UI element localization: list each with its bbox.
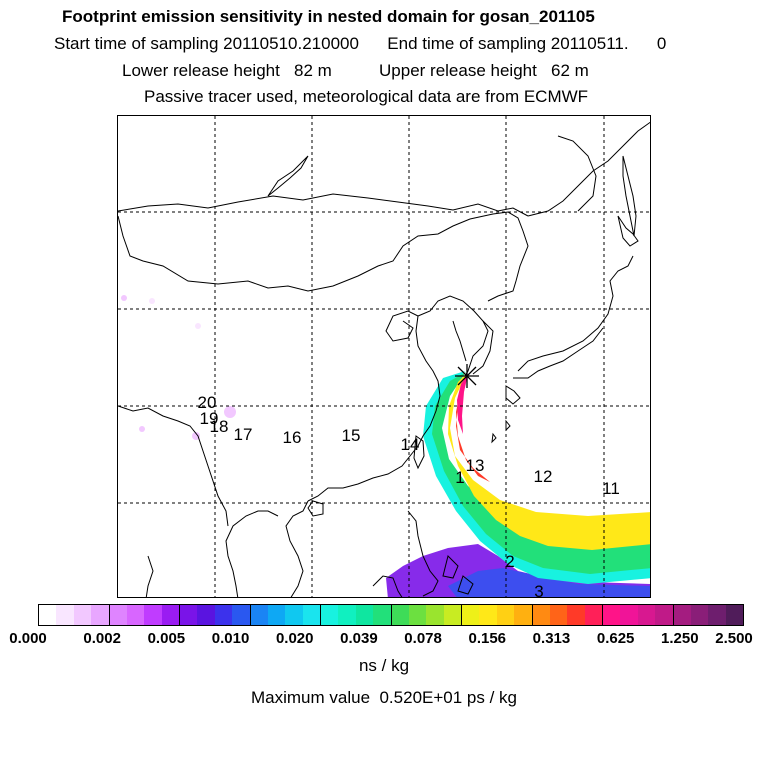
colorbar-swatch	[39, 605, 56, 625]
colorbar-swatch	[708, 605, 725, 625]
coastline	[268, 156, 308, 196]
trajectory-label-19: 19	[199, 409, 219, 428]
tracer-info-line: Passive tracer used, meteorological data are from ECMWF	[144, 87, 589, 106]
colorbar-swatch	[567, 605, 584, 625]
colorbar-tick-label: 0.005	[147, 630, 186, 647]
coastline	[528, 121, 651, 216]
sampling-time-line: Start time of sampling 20110510.210000 End time of sampling 20110511. 0	[54, 34, 667, 53]
trajectory-label-20: 20	[197, 393, 217, 412]
footprint-faint-spot	[149, 298, 155, 304]
coastline	[386, 311, 418, 341]
colorbar-swatch	[673, 605, 691, 625]
map-panel	[117, 115, 651, 598]
colorbar-swatch	[338, 605, 355, 625]
colorbar-tick-label: 0.313	[532, 630, 571, 647]
trajectory-label-18: 18	[209, 417, 229, 436]
coastline	[308, 316, 440, 501]
colorbar-swatch	[585, 605, 602, 625]
trajectory-label-14: 14	[400, 435, 420, 454]
colorbar-swatch	[197, 605, 214, 625]
colorbar-swatch	[56, 605, 73, 625]
colorbar-swatch	[409, 605, 426, 625]
colorbar	[38, 604, 744, 626]
coastline	[146, 556, 153, 598]
receptor-marker	[455, 364, 479, 388]
footprint-faint-spot	[195, 323, 201, 329]
trajectory-label-13: 13	[465, 456, 485, 475]
colorbar-swatch	[74, 605, 91, 625]
trajectory-label-17: 17	[233, 425, 253, 444]
colorbar-swatch	[726, 605, 743, 625]
colorbar-swatch	[285, 605, 302, 625]
colorbar-swatch	[232, 605, 249, 625]
trajectory-label-11: 11	[602, 479, 620, 498]
colorbar-tick-label: 0.000	[9, 630, 47, 647]
colorbar-swatch	[638, 605, 655, 625]
coastline	[473, 321, 493, 374]
footprint-faint-spot	[121, 295, 127, 301]
colorbar-tick-label: 0.020	[275, 630, 314, 647]
colorbar-swatch	[250, 605, 268, 625]
maximum-value-label: Maximum value 0.520E+01 ps / kg	[251, 688, 517, 707]
colorbar-swatch	[532, 605, 550, 625]
colorbar-swatch	[215, 605, 232, 625]
colorbar-swatch	[320, 605, 338, 625]
colorbar-tick-label: 0.039	[340, 630, 378, 647]
coastline	[518, 256, 633, 371]
coastline	[492, 434, 496, 442]
colorbar-swatch	[691, 605, 708, 625]
footprint-faint-spot	[139, 426, 145, 432]
colorbar-units: ns / kg	[358, 656, 410, 675]
colorbar-tick-label: 0.625	[596, 630, 635, 647]
colorbar-swatch	[91, 605, 108, 625]
colorbar-swatch	[268, 605, 285, 625]
footprint-plume	[121, 295, 651, 598]
colorbar-swatch	[356, 605, 373, 625]
trajectory-label-15: 15	[341, 426, 361, 445]
colorbar-tick-label: 0.078	[404, 630, 442, 647]
coastline	[118, 194, 528, 216]
colorbar-swatch	[162, 605, 179, 625]
colorbar-swatch	[461, 605, 479, 625]
colorbar-swatch	[144, 605, 161, 625]
trajectory-label-1: 1	[455, 468, 465, 487]
map-canvas	[118, 116, 651, 598]
trajectory-label-3: 3	[534, 582, 544, 598]
coastline	[453, 321, 466, 361]
trajectory-label-12: 12	[533, 467, 553, 486]
colorbar-swatch	[127, 605, 144, 625]
colorbar-tick-label: 0.010	[211, 630, 250, 647]
colorbar-swatch	[550, 605, 567, 625]
colorbar-swatch	[444, 605, 461, 625]
colorbar-tick-label: 1.250	[661, 630, 699, 647]
colorbar-swatch	[303, 605, 320, 625]
colorbar-swatch	[179, 605, 197, 625]
colorbar-tick-label: 0.002	[83, 630, 121, 647]
release-height-line: Lower release height 82 m Upper release height 62 m	[122, 61, 589, 80]
coastline	[226, 511, 278, 598]
coastline	[118, 212, 528, 301]
colorbar-swatch	[109, 605, 127, 625]
colorbar-swatch	[620, 605, 637, 625]
trajectory-label-2: 2	[505, 552, 515, 571]
colorbar-swatch	[497, 605, 514, 625]
colorbar-swatch	[479, 605, 496, 625]
colorbar-swatch	[602, 605, 620, 625]
coastline	[506, 421, 510, 430]
colorbar-swatch	[655, 605, 672, 625]
colorbar-swatch	[373, 605, 390, 625]
trajectory-label-16: 16	[282, 428, 302, 447]
coastline	[286, 501, 308, 598]
colorbar-swatch	[391, 605, 409, 625]
colorbar-swatch	[426, 605, 443, 625]
colorbar-tick-label: 0.156	[468, 630, 507, 647]
plot-title: Footprint emission sensitivity in nested domain for gosan_201105	[62, 7, 595, 26]
colorbar-swatch	[514, 605, 531, 625]
colorbar-tick-label: 2.500	[715, 630, 753, 647]
coastline	[506, 386, 520, 404]
coastline	[623, 156, 636, 236]
